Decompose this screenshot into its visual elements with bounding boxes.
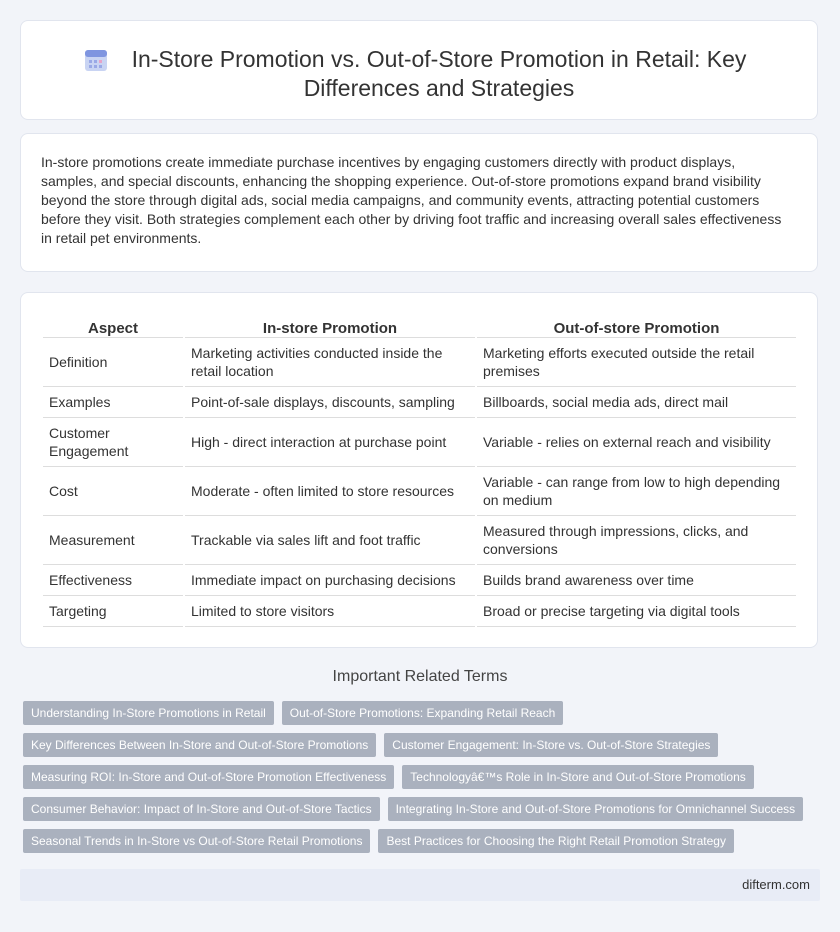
table-row <box>43 516 796 565</box>
comparison-table <box>41 315 798 627</box>
related-term-link[interactable]: Integrating In-Store and Out-of-Store Promotions for Omnichannel Success <box>388 797 804 821</box>
page-title: In-Store Promotion vs. Out-of-Store Promotion in Retail: Key Differences and Strategies <box>131 46 747 101</box>
cell-aspect: Effectiveness <box>43 565 183 596</box>
cell-in-store: Point-of-sale displays, discounts, sampling <box>185 387 475 418</box>
cell-out-of-store: Marketing efforts executed outside the retail premises <box>477 338 796 387</box>
table-row <box>43 565 796 596</box>
intro-card <box>20 133 818 272</box>
related-terms-list <box>23 701 813 853</box>
cell-out-of-store: Measured through impressions, clicks, and conversions <box>477 516 796 565</box>
cell-out-of-store: Variable - can range from low to high depending on medium <box>477 467 796 516</box>
cell-aspect: Customer Engagement <box>43 418 183 467</box>
related-term-link[interactable]: Measuring ROI: In-Store and Out-of-Store Promotion Effectiveness <box>23 765 394 789</box>
cell-out-of-store: Builds brand awareness over time <box>477 565 796 596</box>
header-out-of-store: Out-of-store Promotion <box>477 315 796 338</box>
related-term-link[interactable]: Technologyâ€™s Role in In-Store and Out-of-Store Promotions <box>402 765 754 789</box>
cell-in-store: Immediate impact on purchasing decisions <box>185 565 475 596</box>
cell-aspect: Measurement <box>43 516 183 565</box>
table-row <box>43 467 796 516</box>
related-term-link[interactable]: Understanding In-Store Promotions in Retail <box>23 701 274 725</box>
cell-in-store: Trackable via sales lift and foot traffic <box>185 516 475 565</box>
comparison-card <box>20 292 818 648</box>
cell-aspect: Examples <box>43 387 183 418</box>
footer-bar <box>20 869 820 901</box>
related-term-link[interactable]: Customer Engagement: In-Store vs. Out-of-Store Strategies <box>384 733 718 757</box>
related-term-link[interactable]: Out-of-Store Promotions: Expanding Retail Reach <box>282 701 563 725</box>
table-row <box>43 387 796 418</box>
cell-in-store: Moderate - often limited to store resources <box>185 467 475 516</box>
related-term-link[interactable]: Consumer Behavior: Impact of In-Store and Out-of-Store Tactics <box>23 797 380 821</box>
related-terms-title: Important Related Terms <box>332 668 508 685</box>
cell-aspect: Targeting <box>43 596 183 627</box>
header-in-store: In-store Promotion <box>185 315 475 338</box>
cell-aspect: Definition <box>43 338 183 387</box>
cell-in-store: Marketing activities conducted inside the retail location <box>185 338 475 387</box>
title-card <box>20 20 818 120</box>
footer-site-link[interactable]: difterm.com <box>742 877 810 892</box>
related-term-link[interactable]: Seasonal Trends in In-Store vs Out-of-Store Retail Promotions <box>23 829 370 853</box>
cell-out-of-store: Variable - relies on external reach and visibility <box>477 418 796 467</box>
cell-out-of-store: Billboards, social media ads, direct mail <box>477 387 796 418</box>
table-row <box>43 338 796 387</box>
cell-in-store: High - direct interaction at purchase point <box>185 418 475 467</box>
cell-out-of-store: Broad or precise targeting via digital tools <box>477 596 796 627</box>
cell-in-store: Limited to store visitors <box>185 596 475 627</box>
table-row <box>43 596 796 627</box>
header-aspect: Aspect <box>43 315 183 338</box>
intro-paragraph: In-store promotions create immediate purchase incentives by engaging customers directly with product displays, samples, and special discounts, enhancing the shopping experience. Out-of-store promotions expand brand visibility beyond the store through digital ads, social media campaigns, and community events, attracting potential customers before they visit. Both strategies complement each other by driving foot traffic and increasing overall sales effectiveness in retail pet environments. <box>41 154 782 246</box>
table-row <box>43 418 796 467</box>
related-term-link[interactable]: Best Practices for Choosing the Right Retail Promotion Strategy <box>378 829 734 853</box>
related-term-link[interactable]: Key Differences Between In-Store and Out-of-Store Promotions <box>23 733 376 757</box>
cell-aspect: Cost <box>43 467 183 516</box>
